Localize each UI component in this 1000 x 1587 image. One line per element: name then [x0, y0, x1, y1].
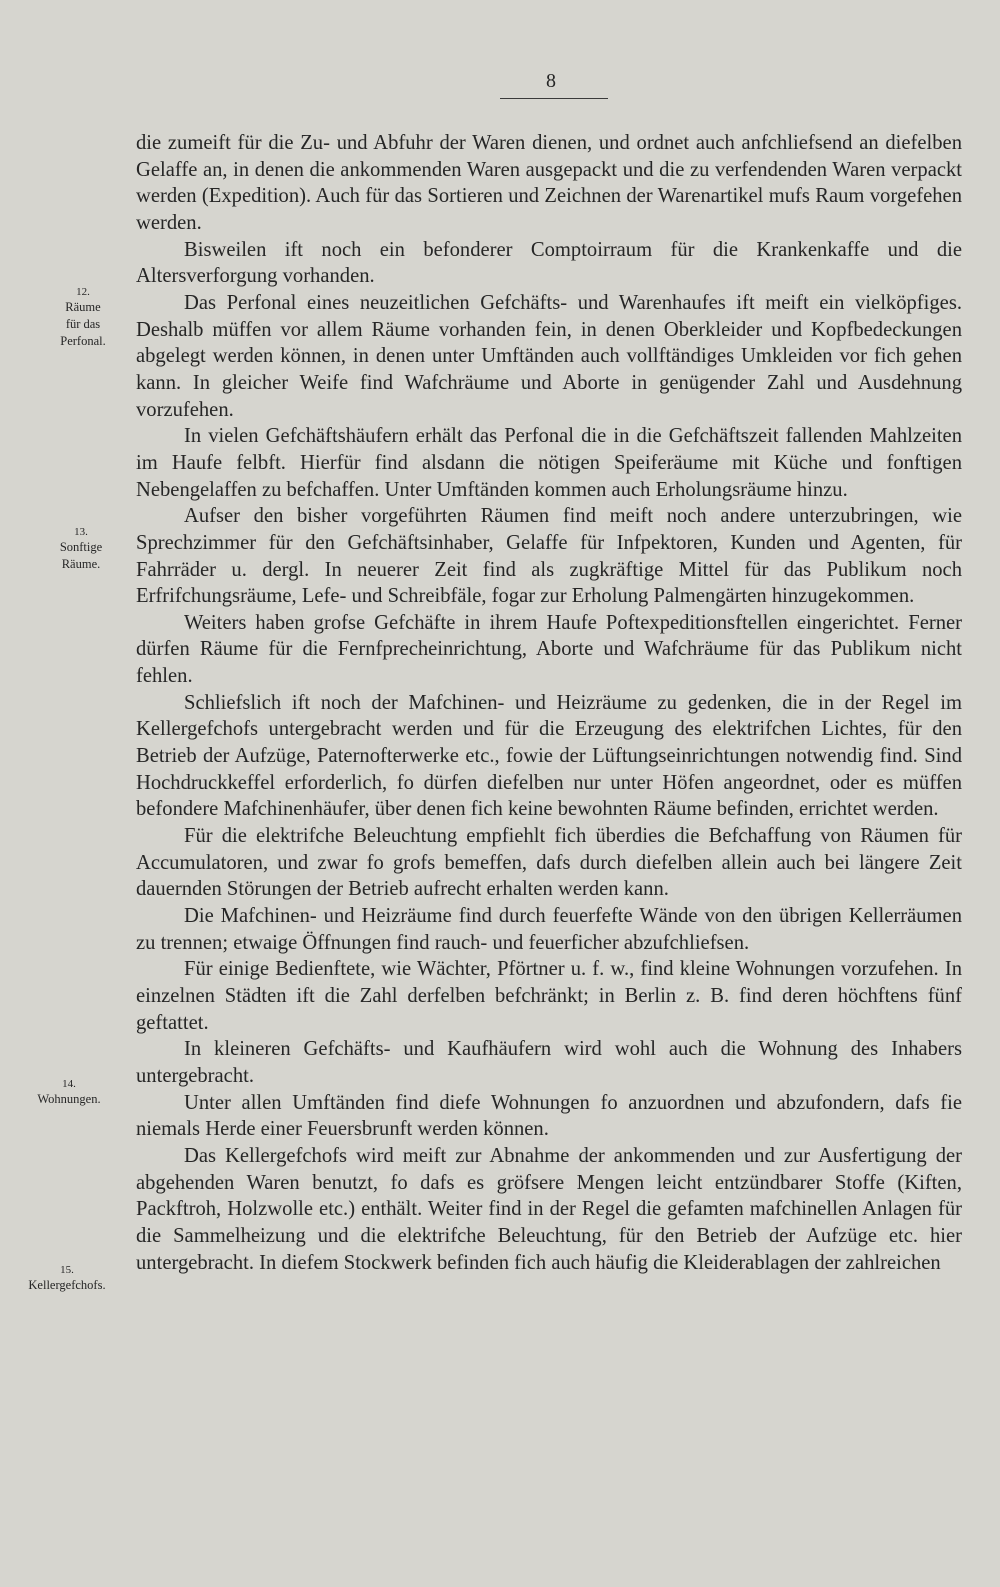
margin-note-number: 13.	[74, 526, 88, 538]
paragraph: Bisweilen ift noch ein befonderer Comptoirraum für die Krankenkaffe und die Altersverforgung vorhanden.	[136, 238, 962, 288]
paragraph: Das Perfonal eines neuzeitlichen Gefchäfts- und Warenhaufes ift meift ein vielköpfiges. Deshalb müffen vor allem Räume vorhanden fein, in denen Oberkleider und Kopfbedeckungen abgelegt werden können, in denen unter Umftänden auch vollftändiges Umkleiden vor fich gehen kann. In gleicher Weife find Wafchräume und Aborte in genügender Zahl und Ausdehnung vorzufehen.	[136, 291, 962, 421]
paragraph: In vielen Gefchäftshäufern erhält das Perfonal die in die Gefchäftszeit fallenden Mahlzeiten im Haufe felbft. Hierfür find alsdann die nötigen Speiferäume mit Küche und fonftigen Nebengelaffen zu befchaffen. Unter Umftänden kommen auch Erholungsräume hinzu.	[136, 425, 962, 501]
margin-note-13	[26, 526, 136, 573]
paragraph: die zumeift für die Zu- und Abfuhr der Waren dienen, und ordnet auch anfchliefsend an diefelben Gelaffe an, in denen die ankommenden Waren ausgepackt und die zu verfendenden Waren verpackt werden (Expedition). Auch für das Sortieren und Zeichnen der Warenartikel mufs Raum vorgefehen werden.	[136, 132, 962, 234]
margin-note-12	[28, 286, 138, 350]
paragraph: Die Mafchinen- und Heizräume find durch feuerfefte Wände von den übrigen Kellerräumen zu trennen; etwaige Öffnungen find rauch- und feuerficher abzufchliefsen.	[136, 905, 962, 954]
margin-note-line: Kellergefchofs.	[28, 1278, 106, 1292]
paragraph: In kleineren Gefchäfts- und Kaufhäufern wird wohl auch die Wohnung des Inhabers untergebracht.	[136, 1038, 962, 1087]
paragraph: Für einige Bedienftete, wie Wächter, Pförtner u. f. w., find kleine Wohnungen vorzufehen. In einzelnen Städten ift die Zahl derfelben befchränkt; in Berlin z. B. find deren höchftens fünf geftattet.	[136, 958, 962, 1034]
paragraph: Weiters haben grofse Gefchäfte in ihrem Haufe Poftexpeditionsftellen eingerichtet. Ferner dürfen Räume für die Fernfprecheinrichtung, Aborte und Wafchräume für das Publikum nicht fehlen.	[136, 611, 962, 688]
body-text	[136, 130, 962, 1276]
paragraph: Schliefslich ift noch der Mafchinen- und Heizräume zu gedenken, die in der Regel im Kellergefchofs untergebracht werden und für die Erzeugung des elektrifchen Lichtes, für den Betrieb der Aufzüge, Paternofterwerke etc., fowie der Lüftungseinrichtungen notwendig find. Sind Hochdruckkeffel erforderlich, fo dürfen diefelben nur unter Höfen angeordnet, oder es müffen befondere Mafchinenhäufer, über denen fich keine bewohnten Räume befinden, errichtet werden.	[136, 691, 962, 821]
margin-note-14	[14, 1078, 124, 1108]
margin-note-15	[12, 1264, 122, 1294]
page-number: 8	[546, 70, 556, 92]
margin-note-line: Räume	[65, 300, 101, 314]
page-number-rule	[500, 98, 608, 99]
margin-note-line: Wohnungen.	[37, 1092, 101, 1106]
paragraph: Das Kellergefchofs wird meift zur Abnahme der ankommenden und zur Ausfertigung der abgehenden Waren benutzt, fo dafs es gröfsere Mengen leicht entzündbarer Stoffe (Kiften, Packftroh, Holzwolle etc.) enthält. Weiter find in der Regel die gefamten mafchinellen Anlagen für die Sammelheizung und die elektrifche Beleuchtung, für den Betrieb der Aufzüge etc. hier untergebracht. In diefem Stockwerk befinden fich auch häufig die Kleiderablagen der zahlreichen	[136, 1144, 962, 1274]
margin-note-line: Räume.	[61, 557, 101, 571]
margin-note-line: Perfonal.	[60, 334, 106, 348]
margin-note-number: 14.	[62, 1078, 76, 1090]
paragraph: Für die elektrifche Beleuchtung empfiehlt fich überdies die Befchaffung von Räumen für Accumulatoren, und zwar fo grofs bemeffen, dafs durch diefelben allein auch bei längere Zeit dauernden Störungen der Betrieb aufrecht erhalten werden kann.	[136, 825, 962, 901]
margin-note-line: Sonftige	[59, 540, 103, 554]
paragraph: Unter allen Umftänden find diefe Wohnungen fo anzuordnen und abzufondern, dafs fie niemals Herde einer Feuersbrunft werden können.	[136, 1091, 962, 1141]
margin-note-number: 15.	[60, 1264, 74, 1276]
paragraph: Aufser den bisher vorgeführten Räumen find meift noch andere unterzubringen, wie Sprechzimmer für den Gefchäftsinhaber, Gelaffe für Infpektoren, Kunden und Agenten, für Fahrräder u. dergl. In neuerer Zeit find als zugkräftige Mittel für das Publikum noch Erfrifchungsräume, Lefe- und Schreibfäle, fogar zur Erholung Palmengärten hinzugekommen.	[136, 505, 962, 608]
margin-note-line: für das	[65, 317, 101, 331]
margin-note-number: 12.	[76, 286, 90, 298]
